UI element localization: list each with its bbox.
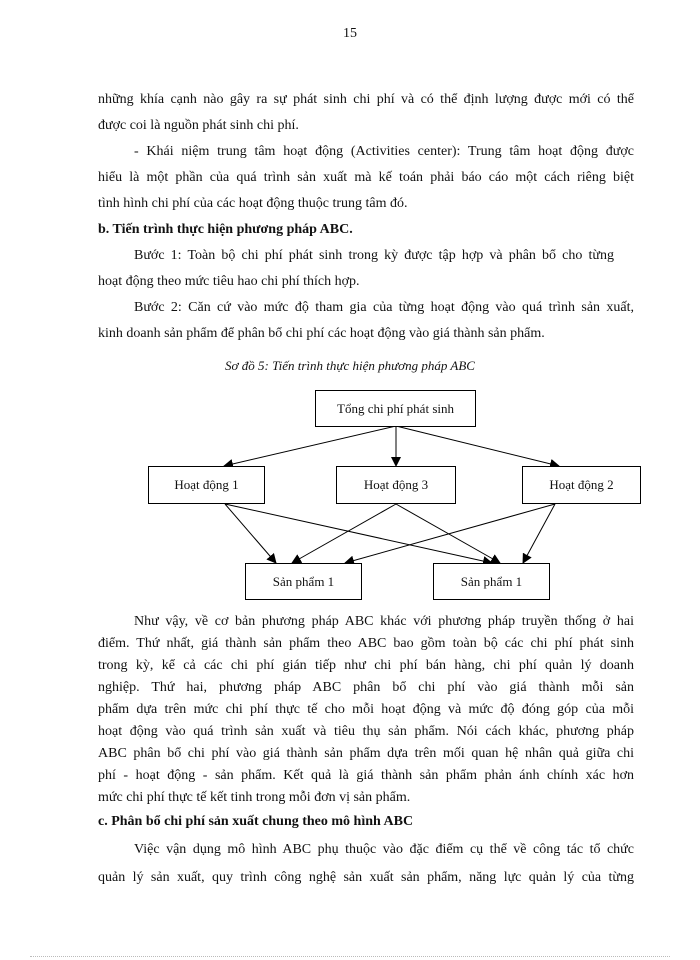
total-cost-box: Tổng chi phí phát sinh bbox=[315, 390, 476, 427]
activity-2-box: Hoạt động 2 bbox=[522, 466, 641, 504]
arrow-total-to-activity2 bbox=[396, 426, 559, 466]
arrow-activity1-to-product-left bbox=[225, 504, 276, 563]
text-line: điểm. Thứ nhất, giá thành sản phẩm theo ABC bao gồm toàn bộ các chi phí phát sinh bbox=[98, 636, 634, 651]
section-heading-b: b. Tiến trình thực hiện phương pháp ABC. bbox=[98, 222, 353, 237]
arrow-activity1-to-product-right bbox=[225, 504, 492, 563]
arrow-total-to-activity1 bbox=[224, 426, 396, 466]
arrow-activity3-to-product-left bbox=[292, 504, 396, 563]
text-line: quản lý sản xuất, quy trình công nghệ sản xuất sản phẩm, năng lực quản lý của từng bbox=[98, 870, 634, 885]
section-heading-c: c. Phân bổ chi phí sản xuất chung theo mô hình ABC bbox=[98, 814, 414, 829]
text-line: trong kỳ, kể cả các chi phí gián tiếp như chi phí bán hàng, chi phí quản lý doanh bbox=[98, 658, 634, 673]
activity-1-box: Hoạt động 1 bbox=[148, 466, 265, 504]
text-line: hoạt động vào quá trình sản xuất và tiêu thụ sản phẩm. Nói cách khác, phương pháp bbox=[98, 724, 634, 739]
text-line: Như vậy, về cơ bản phương pháp ABC khác với phương pháp truyền thống ở hai bbox=[134, 614, 634, 629]
product-left-box: Sản phẩm 1 bbox=[245, 563, 362, 600]
text-line: phí - hoạt động - sản phẩm. Kết quả là giá thành sản phẩm phản ánh chính xác hơn bbox=[98, 768, 634, 783]
text-line: Bước 2: Căn cứ vào mức độ tham gia của từng hoạt động vào quá trình sản xuất, bbox=[134, 300, 634, 315]
product-right-box: Sản phẩm 1 bbox=[433, 563, 550, 600]
text-line: nghiệp. Thứ hai, phương pháp ABC phân bổ chi phí vào giá thành mỗi sản bbox=[98, 680, 634, 695]
text-line: mức chi phí thực tế kết tinh trong mỗi đơn vị sản phẩm. bbox=[98, 790, 411, 805]
text-line: hoạt động theo mức tiêu hao chi phí thích hợp. bbox=[98, 274, 360, 289]
text-line: Việc vận dụng mô hình ABC phụ thuộc vào đặc điểm cụ thể về công tác tổ chức bbox=[134, 842, 634, 857]
text-line: ABC phân bổ chi phí vào giá thành sản phẩm dựa trên mối quan hệ nhân quả giữa chi bbox=[98, 746, 634, 761]
text-line: - Khái niệm trung tâm hoạt động (Activities center): Trung tâm hoạt động được bbox=[134, 144, 634, 159]
text-line: kinh doanh sản phẩm để phân bổ chi phí các hoạt động vào giá thành sản phẩm. bbox=[98, 326, 545, 341]
arrow-activity2-to-product-right bbox=[523, 504, 555, 563]
text-line: Bước 1: Toàn bộ chi phí phát sinh trong kỳ được tập hợp và phân bổ cho từng bbox=[134, 248, 614, 263]
arrow-activity3-to-product-right bbox=[396, 504, 500, 563]
text-line: tình hình chi phí của các hoạt động thuộc trung tâm đó. bbox=[98, 196, 408, 211]
page-number: 15 bbox=[343, 26, 357, 41]
text-line: phẩm dựa trên mức chi phí thực tế cho mỗi hoạt động và mức độ đóng góp của mỗi bbox=[98, 702, 634, 717]
text-line: những khía cạnh nào gây ra sự phát sinh chi phí và có thể định lượng được mới có thể bbox=[98, 92, 634, 107]
page-bottom-divider bbox=[30, 956, 670, 957]
activity-3-box: Hoạt động 3 bbox=[336, 466, 456, 504]
text-line: hiểu là một phần của quá trình sản xuất mà kế toán phải báo cáo một cách riêng biệt bbox=[98, 170, 634, 185]
diagram-caption: Sơ đồ 5: Tiến trình thực hiện phương pháp ABC bbox=[225, 358, 475, 373]
text-line: được coi là nguồn phát sinh chi phí. bbox=[98, 118, 299, 133]
